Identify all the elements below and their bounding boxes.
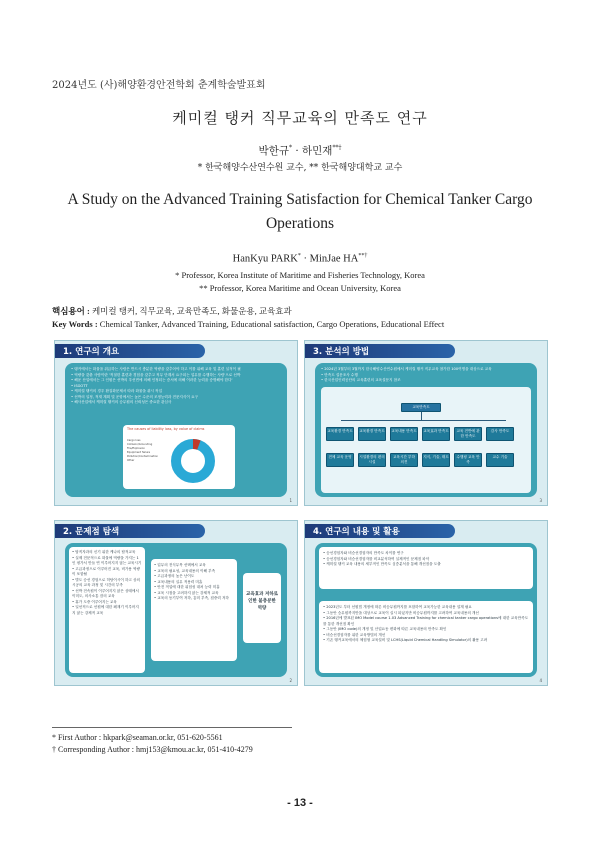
keywords-ko-text: 케미컬 탱커, 직무교육, 교육만족도, 화물운용, 교육효과 (91, 306, 292, 316)
slide-page-number: 4 (539, 678, 542, 683)
bullet: • 해운 산업에서는 그 인원은 선박의 우선면에 의해 인정되는 증서에 의해 이러한 능력을 증명해야 한다' (71, 378, 233, 382)
tree-level2-node: 지식, 기술, 태도 (422, 453, 450, 467)
bullet: • 그동안 승무원까지만을 대상으로 교육이 실시 되었지만 비승무원까지를 고려하여 교육내용의 개선 (323, 610, 479, 615)
tree-level1-node: 교육환경 만족도 (358, 427, 386, 441)
footnote-corresponding-author (52, 745, 253, 754)
bullet: • 2016년에 발표된 IMO Model course 1.03 Advanced Training for chemical tanker cargo operations에 대한 교육만족도를 통한 개선점 확인 (323, 616, 529, 626)
author-2-en-mark: **† (358, 253, 368, 259)
bullet: • 만족도 설문조사 수행 (321, 372, 358, 377)
bullet: • 2023년도 부터 선원법 개정에 따른 비승무원까지를 포함하여 교육가능한 교육내용 설계 필요 (323, 605, 472, 609)
author-1-mark: * (288, 144, 292, 152)
bullet: • 고급과정의 높은 난이도 (154, 574, 195, 578)
conference-header: 2024년도 (사)해양환경안전학회 춘계학술발표회 (52, 80, 266, 91)
tree-level2-node: 교수 기술 (486, 453, 514, 467)
author-en-sep: · (300, 253, 310, 265)
footnote-first-author (52, 733, 223, 742)
keywords-ko-label: 핵심용어 : (52, 306, 90, 316)
slide-page-number: 1 (289, 498, 292, 503)
tree-root: 교육만족도 (401, 403, 441, 412)
slide-page-number: 2 (289, 678, 292, 683)
bullet: • 실제 전문적으로 화물에 역량을 가지는 1인 평가서 만들 연 이루어지지 않는 교육시기 (72, 555, 142, 565)
legend-entry: Equipment failure (127, 451, 151, 454)
bullet: • 비승선경험자를 위한 교육방법의 개선 (323, 632, 386, 637)
tree-level1-node: 교육환경 만족도 (326, 427, 354, 441)
slide-2-panel (65, 543, 287, 677)
slide-research-overview (54, 340, 298, 506)
author-2-mark: **† (332, 144, 342, 152)
bullet: • 일선직으로 선원에 대한 폐재기 이루어지지 않는 강제적 교육 (72, 605, 139, 615)
english-affiliation-1: * Professor, Korea Institute of Maritime and Fisheries Technology, Korea (175, 270, 425, 280)
tree-level1-node: 교육효과 만족도 (422, 427, 450, 441)
author-2-en: MinJae HA (309, 253, 359, 265)
slide-analysis-method (304, 340, 548, 506)
bullet: • 승선경험자와 비승선경험자를 비교분석하여 실제적인 문제점 파악 (323, 556, 430, 561)
bullet: • 탱커에서는 화물을 취급하는 사람은 반드시 충분한 역량을 갖추어야 하고 이를 위해 교육 및 훈련 실적이 필 (71, 367, 241, 371)
bullet: • 기존 탱커교육에서의 체험형 교육설비 및 LCHS(Liquid Chemical Handling Simulator)의 활용 고려 (323, 638, 488, 642)
bullet: • 케미컬 탱커의 경우 환질화문제서 따라 화물을 취시 작업 (71, 389, 163, 393)
author-sep: · (291, 145, 302, 157)
legend-entry: Fire/Explosion (127, 447, 145, 450)
slide-problem-exploration (54, 520, 298, 686)
conclusion-box (243, 573, 281, 643)
bullet: • ISGOTT (71, 383, 88, 388)
figure-caption: The causes of liability loss, by value of claims (127, 427, 205, 431)
slide-1-panel (65, 363, 287, 497)
korean-authors (0, 143, 600, 158)
bullet: • 그동안 (IMO code)의 개정 및 산업요동 변화에 따른 교육내용의 만족도 확인 (323, 627, 447, 631)
bullet: • 승선경험자와 비승선경험자의 만족도 차이를 연구 (323, 551, 404, 555)
bullet: • 선박 전속원이 이루어지지 않은 상태에서 이미도, 의사소통 잠의 교육 (72, 588, 139, 598)
bullet: • 별도 승선 경험으로 허탕이시이 하고 상의 시공의 교육 과정 및 시간의 부족 (72, 577, 140, 587)
author-2-ko: 하민재 (302, 145, 333, 157)
bullet: • 탑직자과의 신기 위한 케나의 탑적교육 (72, 550, 136, 554)
footnote-text: Corresponding Author : hmj153@kmou.ac.kr, 051-410-4279 (58, 745, 253, 754)
problem-list-left (69, 547, 145, 673)
figure-legend (127, 439, 167, 463)
keywords-en-label: Key Words : (52, 319, 98, 329)
author-1-en-mark: * (297, 253, 301, 259)
bullet: • 교육내용의 실무 적용력 미흡 (154, 579, 203, 584)
bullet: • 교육의 필요성, 교육내용의 이해 부족 (154, 568, 216, 573)
slide-1-title: 1. 연구의 개요 (63, 347, 120, 357)
slide-page-number: 3 (539, 498, 542, 503)
tree-level2-node: 전체 교육 운영 (326, 453, 354, 467)
bullet: • 휴가 도중 이루어지는 교육 (72, 599, 117, 604)
footnote-rule (52, 727, 292, 728)
bullet: • 한국산업인력공단의 교육훈련의 교육설문지 참조 (321, 378, 401, 382)
slide-research-content (304, 520, 548, 686)
bullet: • 역량을 갖춘 사람이란 '적절한 훈련과 경험을 갖추고 직무 단계서 요구되는 업무를 수행하는 사람'으로 선박 (71, 372, 241, 377)
tree-level2-node: 시설환경의 편의시설 (358, 453, 386, 467)
keywords-en-text: Chemical Tanker, Advanced Training, Educational satisfaction, Cargo Operations, Educational Effect (99, 319, 445, 329)
legend-entry: Cargo loss (127, 439, 141, 442)
tree-level1-node: 교육내용 만족도 (390, 427, 418, 441)
tree-level1-node: 교육 전반에 관한 만족도 (454, 427, 482, 441)
footnote-mark: † (52, 745, 56, 754)
bullet: • 2024년 3월부터 3월까지 한국해양수산연수원에서 케미컬 탱커 직무교육 참가한 100여명을 대상으로 교육 (321, 367, 492, 371)
korean-title: 케미컬 탱커 직무교육의 만족도 연구 (172, 109, 428, 127)
liability-figure (123, 425, 235, 489)
legend-entry: Collision/Grounding (127, 443, 153, 446)
keywords-ko (52, 305, 292, 317)
english-title: A Study on the Advanced Training Satisfaction for Chemical Tanker Cargo Operations (67, 191, 533, 232)
bullet: • 안전 적업에 대한 위험성 대처 능력 미흡 (154, 585, 220, 589)
bullet: • 고급과정으로 이루어진 교육, 비가용 역량이 포함될 (72, 566, 140, 576)
english-authors (0, 253, 600, 265)
english-affiliation-2: ** Professor, Korea Maritime and Ocean University, Korea (199, 283, 401, 293)
bullet: • 교육 시점을 고려하지 않는 강제적 교육 (154, 590, 219, 595)
legend-entry: Other (127, 459, 135, 462)
bullet: • 선박의 일정, 적재 계획 및 운항에서는 높은 수준의 조정능력과 전문지식이 요구 (71, 394, 198, 399)
slide-4-title: 4. 연구의 내용 및 활용 (313, 527, 400, 537)
slide-3-panel (315, 363, 537, 497)
author-1-en: HanKyu PARK (232, 253, 298, 265)
problem-list-middle (151, 559, 237, 661)
conclusion-text: 교육효과 저하로 인한 불충분한 역량 (246, 592, 278, 611)
bullet: • 업무의 전식무목 선택에서 교육 (154, 563, 206, 567)
slide-2-title: 2. 문제점 탐색 (63, 527, 120, 537)
footnote-text: First Author : hkpark@seaman.or.kr, 051-620-5561 (58, 733, 223, 742)
slide-4-panel (315, 543, 537, 677)
keywords-en (52, 319, 444, 329)
slide-3-title: 3. 분석의 방법 (313, 347, 370, 357)
tree-level1-node: 감사 만족도 (486, 427, 514, 441)
footnote-mark: * (52, 733, 56, 742)
satisfaction-tree-diagram (321, 387, 531, 493)
bullet: • 해사산업에서 케미컬 탱커의 승무원의 신뢰성은 중요한 관심사 (71, 400, 172, 404)
korean-affiliation: * 한국해양수산연수원 교수, ** 한국해양대학교 교수 (197, 163, 403, 173)
bullet: • 교육의 동기부여 저하, 흥미 부족, 집중력 저하 (154, 596, 229, 600)
bullet: • 케미컬 탱커 교육 내용의 세부적인 만족도 심층분석을 통해 개선점을 도출 (323, 562, 441, 566)
page-number: - 13 - (287, 797, 313, 809)
tree-level2-node: 수행평 교육 만족 (454, 453, 482, 467)
donut-chart-icon (169, 437, 217, 485)
content-box-top (319, 547, 533, 589)
tree-level2-node: 교육시간 부하 의견 (390, 453, 418, 467)
author-1-ko: 박한규 (258, 145, 289, 157)
legend-entry: Pollution/Contamination (127, 455, 159, 458)
content-box-bottom (319, 601, 533, 673)
